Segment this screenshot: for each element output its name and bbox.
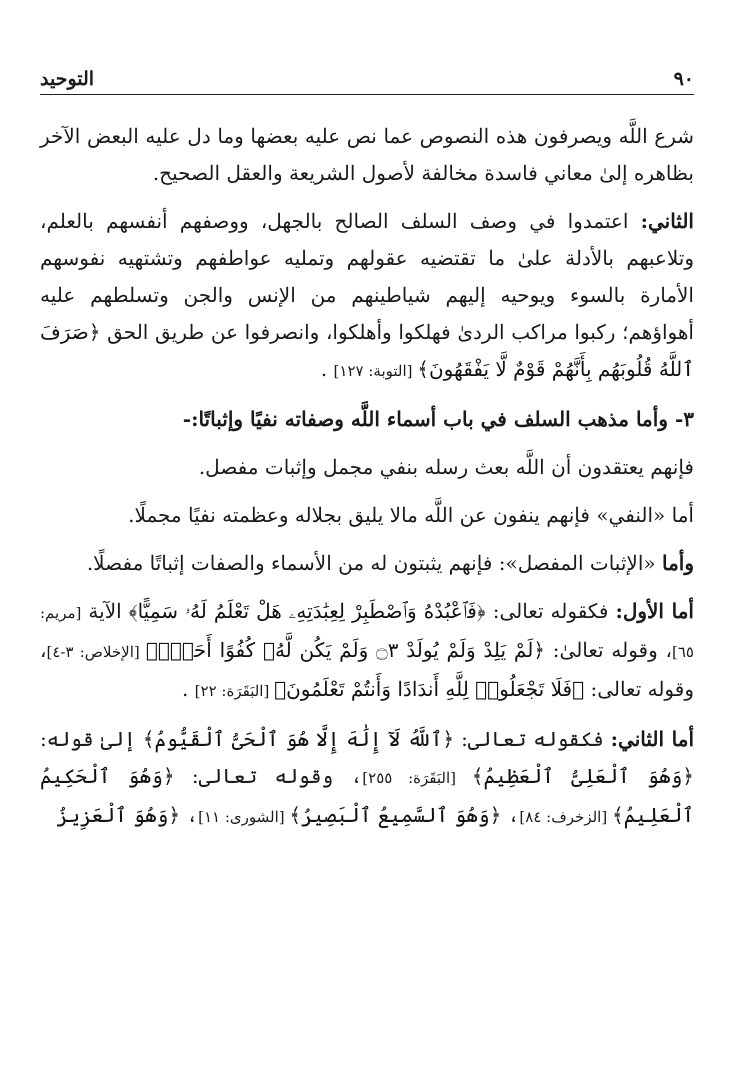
paragraph-2-text: اعتمدوا في وصف السلف الصالح بالجهل، ووصفهم أنفسهم بالعلم، وتلاعبهم بالأدلة علىٰ ما تقتضيه عقولهم وتمليه عواطفهم وتشتهيه نفوسهم الأمارة بالسوء ويوحيه إليهم شياطينهم من الإنس والجن وتسلطهم عليه أهواؤهم؛ ركبوا مراكب الردىٰ فهلكوا وأهلكوا، وانصرفوا عن طريق الحق	[40, 209, 694, 344]
paragraph-1: شرع اللَّه ويصرفون هذه النصوص عما نص عليه بعضها وما دل عليه البعض الآخر بظاهره إلىٰ معاني فاسدة مخالفة لأصول الشريعة والعقل الصحيح.	[40, 124, 694, 185]
verse-reference: [الشورى: ١١]	[198, 808, 290, 826]
quran-verse: ﴿لَمْ يَلِدْ وَلَمْ يُولَدْ ۝٣ وَلَمْ يَكُن لَّهُۥ كُفُوًا أَحَدٌۢ﴾	[145, 638, 546, 662]
paragraph-2-label: الثاني:	[640, 209, 694, 233]
paragraph-3: فإنهم يعتقدون أن اللَّه بعث رسله بنفي مجمل وإثبات مفصل.	[198, 455, 694, 479]
quran-verse: ﴿وَهُوَ ٱلْحَكِيمُ ٱلْعَلِيمُ﴾	[40, 764, 694, 827]
page-number: ٩٠	[673, 68, 694, 90]
paragraph-5-text: «الإثبات المفصل»: فإنهم يثبتون له من الأسماء والصفات إثباتًا مفصلًا.	[86, 551, 662, 575]
quran-verse: ﴿فَٱعْبُدْهُ وَٱصْطَبِرْ لِعِبَٰدَتِهِۦ هَلْ تَعْلَمُ لَهُۥ سَمِيًّا﴾	[128, 599, 486, 623]
quran-verse: ﴿صَرَفَ ٱللَّهُ قُلُوبَهُم بِأَنَّهُمْ قَوْمٌ لَّا يَفْقَهُونَ﴾	[40, 320, 694, 381]
quran-verse: ﴿وَهُوَ ٱلْعَلِىُّ ٱلْعَظِيمُ﴾	[471, 764, 695, 788]
verse-reference: [مريم: ٦٥]	[40, 604, 694, 661]
paragraph-5-label: وأما	[661, 551, 694, 575]
paragraph-6: أما الأول: فكقوله تعالى: ﴿فَٱعْبُدْهُ وَٱصْطَبِرْ لِعِبَٰدَتِهِۦ هَلْ تَعْلَمُ لَهُۥ سَمِيًّا﴾ الآية [مريم: ٦٥]، وقوله تعالىٰ: ﴿لَمْ يَلِدْ وَلَمْ يُولَدْ ۝٣ وَلَمْ يَكُن لَّهُۥ كُفُوًا أَحَدٌۢ﴾ [الإخلاص: ٣-٤]، وقوله تعالى: ﴿فَلَا تَجْعَلُوا۟ لِلَّهِ أَندَادًا وَأَنتُمْ تَعْلَمُونَ﴾ [البَقَرَة: ٢٢] .	[40, 599, 694, 701]
paragraph-7: أما الثاني: فكقوله تعالى: ﴿ٱللَّهُ لَآ إِلَٰهَ إِلَّا هُوَ ٱلْحَىُّ ٱلْقَيُّومُ﴾ إلىٰ قوله: ﴿وَهُوَ ٱلْعَلِىُّ ٱلْعَظِيمُ﴾ [البَقَرَة: ٢٥٥]، وقوله تعالى: ﴿وَهُوَ ٱلْحَكِيمُ ٱلْعَلِيمُ﴾ [الزخرف: ٨٤]، ﴿وَهُوَ ٱلسَّمِيعُ ٱلْبَصِيرُ﴾ [الشورى: ١١]، ﴿وَهُوَ ٱلْعَزِيزُ	[40, 727, 695, 827]
paragraph-2: الثاني: اعتمدوا في وصف السلف الصالح بالجهل، ووصفهم أنفسهم بالعلم، وتلاعبهم بالأدلة علىٰ ما تقتضيه عقولهم وتمليه عواطفهم وتشتهيه نفوسهم الأمارة بالسوء ويوحيه إليهم شياطينهم من الإنس والجن وتسلطهم عليه أهواؤهم؛ ركبوا مراكب الردىٰ فهلكوا وأهلكوا، وانصرفوا عن طريق الحق ﴿صَرَفَ ٱللَّهُ قُلُوبَهُم بِأَنَّهُمْ قَوْمٌ لَّا يَفْقَهُونَ﴾ [التوبة: ١٢٧] .	[40, 209, 694, 381]
quran-verse: ﴿فَلَا تَجْعَلُوا۟ لِلَّهِ أَندَادًا وَأَنتُمْ تَعْلَمُونَ﴾	[274, 677, 585, 701]
paragraph-6-label: أما الأول:	[615, 599, 694, 623]
running-title: التوحيد	[40, 68, 95, 90]
verse-reference: [البَقَرَة: ٢٢]	[194, 682, 275, 700]
section-heading-3: ٣- وأما مذهب السلف في باب أسماء اللَّه وصفاته نفيًا وإثباتًا:-	[182, 407, 694, 431]
page-header	[40, 60, 694, 95]
paragraph-4: أما «النفي» فإنهم ينفون عن اللَّه مالا يليق بجلاله وعظمته نفيًا مجملًا.	[128, 503, 694, 527]
quran-verse: ﴿وَهُوَ ٱلسَّمِيعُ ٱلْبَصِيرُ﴾	[289, 803, 502, 827]
verse-reference: [الزخرف: ٨٤]	[519, 808, 612, 826]
quran-verse: ﴿وَهُوَ ٱلْعَزِيزُ	[56, 803, 181, 827]
verse-reference: [التوبة: ١٢٧]	[333, 362, 418, 380]
verse-reference: [البَقَرَة: ٢٥٥]	[362, 769, 472, 787]
paragraph-7-label: أما الثاني:	[610, 727, 694, 751]
verse-reference: [الإخلاص: ٣-٤]	[46, 643, 146, 661]
page-body	[40, 118, 694, 847]
paragraph-5	[40, 545, 694, 582]
quran-verse: ﴿ٱللَّهُ لَآ إِلَٰهَ إِلَّا هُوَ ٱلْحَىُّ ٱلْقَيُّومُ﴾	[142, 727, 455, 751]
